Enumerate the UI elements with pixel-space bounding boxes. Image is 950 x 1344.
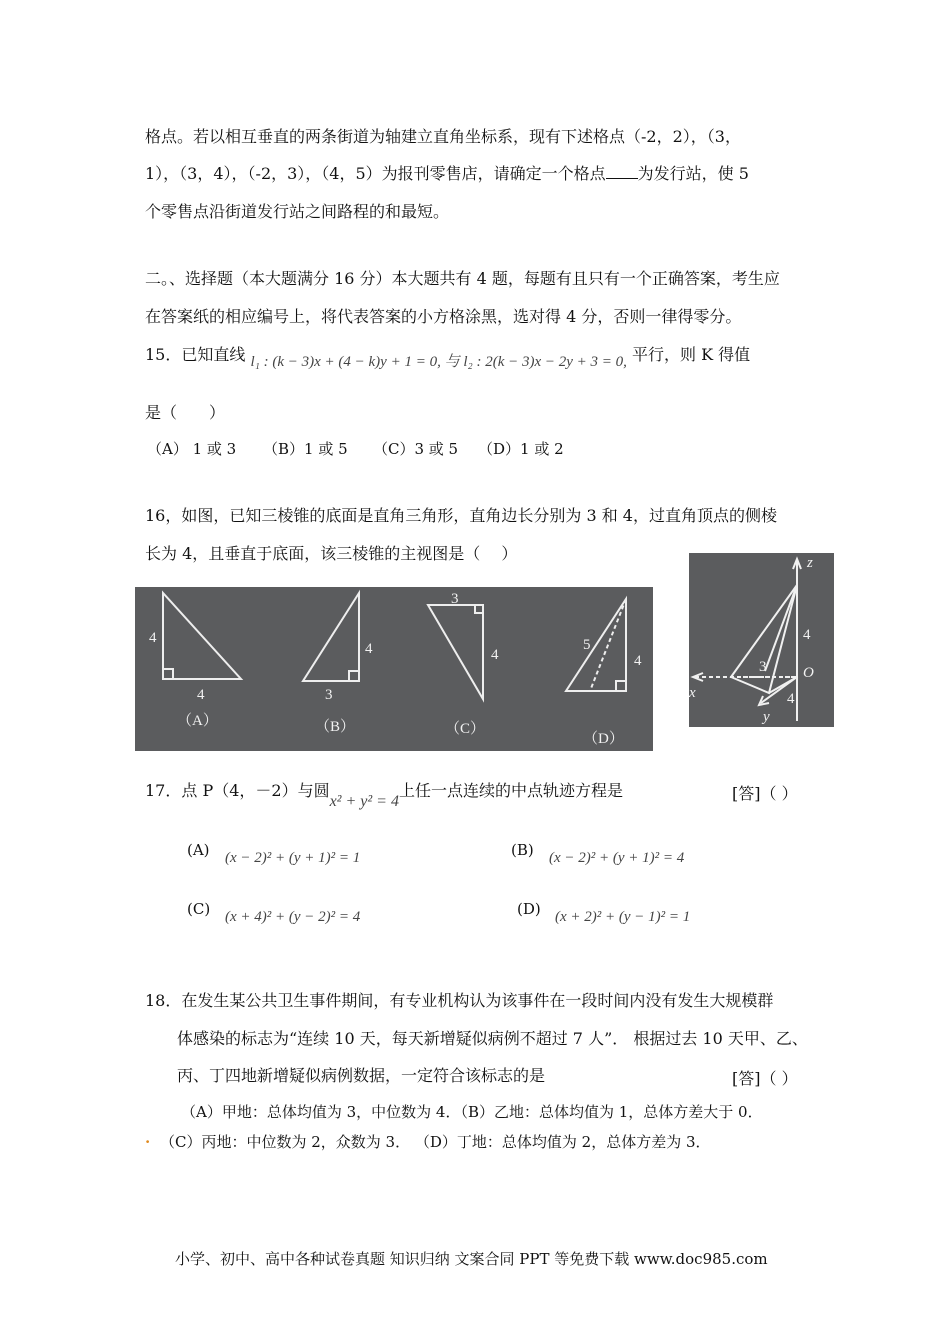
view-d-right-mark <box>616 681 626 691</box>
view-c-height: 4 <box>491 647 499 663</box>
q17-line-1 <box>145 781 623 810</box>
view-c-right-mark <box>475 605 483 613</box>
view-d-height: 4 <box>634 653 642 669</box>
label-y: y <box>763 709 770 725</box>
intro-line-2b: 为发行站，使 5 <box>637 164 749 183</box>
q15-option-c: （C）3 或 5 <box>373 440 459 458</box>
q15-line-2: 是（ ） <box>145 403 226 422</box>
q15-formula: l₁ : (k − 3)x + (4 − k)y + 1 = 0, 与 l₂ : 2(k − 3)x − 2y + 3 = 0, <box>250 354 627 370</box>
view-c-top: 3 <box>451 591 459 607</box>
intro-line-1: 格点。若以相互垂直的两条街道为轴建立直角坐标系，现有下述格点（-2，2），（3， <box>145 127 741 146</box>
q16-solid-figure <box>689 553 834 727</box>
label-leg-3: 3 <box>759 659 767 675</box>
view-b-triangle <box>303 593 359 681</box>
label-o: O <box>803 665 814 681</box>
q17-option-d-label: (D) <box>517 900 541 918</box>
label-height: 4 <box>803 627 811 643</box>
q18-line-3: 丙、丁四地新增疑似病例数据，一定符合该标志的是 <box>177 1066 546 1085</box>
q16-line-2: 长为 4，且垂直于底面，该三棱锥的主视图是（ ） <box>145 544 518 563</box>
q17-prefix: 17．点 P（4，－2）与圆 <box>145 781 330 800</box>
q17-option-b: (x − 2)² + (y + 1)² = 4 <box>549 850 685 866</box>
q18-options-ab: （A）甲地：总体均值为 3，中位数为 4．（B）乙地：总体均值为 1，总体方差大于 0． <box>181 1103 763 1121</box>
view-a-height: 4 <box>149 630 157 646</box>
section2-line-2: 在答案纸的相应编号上，将代表答案的小方格涂黑，选对得 4 分，否则一律得零分。 <box>145 307 742 326</box>
view-b-label: （B） <box>315 719 356 735</box>
view-c-triangle <box>428 605 483 699</box>
q17-option-c: (x + 4)² + (y − 2)² = 4 <box>225 909 361 925</box>
view-d-slant: 5 <box>583 637 591 653</box>
view-b-height: 4 <box>365 641 373 657</box>
label-x: x <box>689 685 696 701</box>
q15-option-b: （B）1 或 5 <box>263 440 348 458</box>
q15-prefix: 15．已知直线 <box>145 345 246 364</box>
view-a-label: （A） <box>177 713 218 729</box>
view-a-base: 4 <box>197 687 205 703</box>
intro-line-2 <box>145 164 749 184</box>
section2-line-1: 二。、选择题（本大题满分 16 分）本大题共有 4 题，每题有且只有一个正确答案，考生应 <box>145 269 780 288</box>
q18-line-1: 18．在发生某公共卫生事件期间，有专业机构认为该事件在一段时间内没有发生大规模群 <box>145 991 774 1010</box>
answer-blank <box>606 164 638 179</box>
q15-option-a: （A） 1 或 3 <box>147 440 237 458</box>
view-a-right-mark <box>163 669 173 679</box>
intro-line-3: 个零售点沿街道发行站之间路程的和最短。 <box>145 202 450 221</box>
view-b-right-mark <box>349 671 359 681</box>
q18-answer: [答]（ ） <box>732 1069 798 1088</box>
q17-suffix: 上任一点连续的中点轨迹方程是 <box>398 781 623 800</box>
q17-option-a: (x − 2)² + (y + 1)² = 1 <box>225 850 361 866</box>
q16-line-1: 16，如图，已知三棱锥的底面是直角三角形，直角边长分别为 3 和 4，过直角顶点的侧棱 <box>145 506 777 525</box>
label-z: z <box>807 555 813 571</box>
q17-option-c-label: (C) <box>187 900 211 918</box>
q18-options-cd: （C）丙地：中位数为 2，众数为 3． （D）丁地：总体均值为 2，总体方差为 3． <box>160 1133 711 1151</box>
view-c-label: （C） <box>445 721 486 737</box>
page-footer: 小学、初中、高中各种试卷真题 知识归纳 文案合同 PPT 等免费下载 www.doc985.com <box>175 1250 768 1268</box>
q15-line-1 <box>145 345 751 370</box>
view-d-label: （D） <box>583 731 624 747</box>
orange-dot: . <box>145 1129 151 1147</box>
q15-suffix: 平行，则 K 得值 <box>632 345 751 364</box>
q15-option-d: （D）1 或 2 <box>478 440 564 458</box>
q17-option-a-label: (A) <box>187 841 210 859</box>
view-b-base: 3 <box>325 687 333 703</box>
view-a-triangle <box>163 593 241 679</box>
q17-answer: [答]（ ） <box>732 784 798 803</box>
q17-circle: x² + y² = 4 <box>329 793 399 810</box>
intro-line-2a: 1），（3，4），（-2，3），（4，5）为报刊零售店，请确定一个格点 <box>145 164 606 183</box>
q17-option-b-label: (B) <box>511 841 534 859</box>
q17-option-d: (x + 2)² + (y − 1)² = 1 <box>555 909 691 925</box>
view-d-triangle <box>566 599 626 691</box>
label-leg-4: 4 <box>787 691 795 707</box>
pyramid-inner <box>765 585 797 671</box>
q18-line-2: 体感染的标志为“连续 10 天，每天新增疑似病例不超过 7 人”． 根据过去 10 天甲、乙、 <box>177 1029 808 1048</box>
q16-views-figure <box>135 587 653 751</box>
